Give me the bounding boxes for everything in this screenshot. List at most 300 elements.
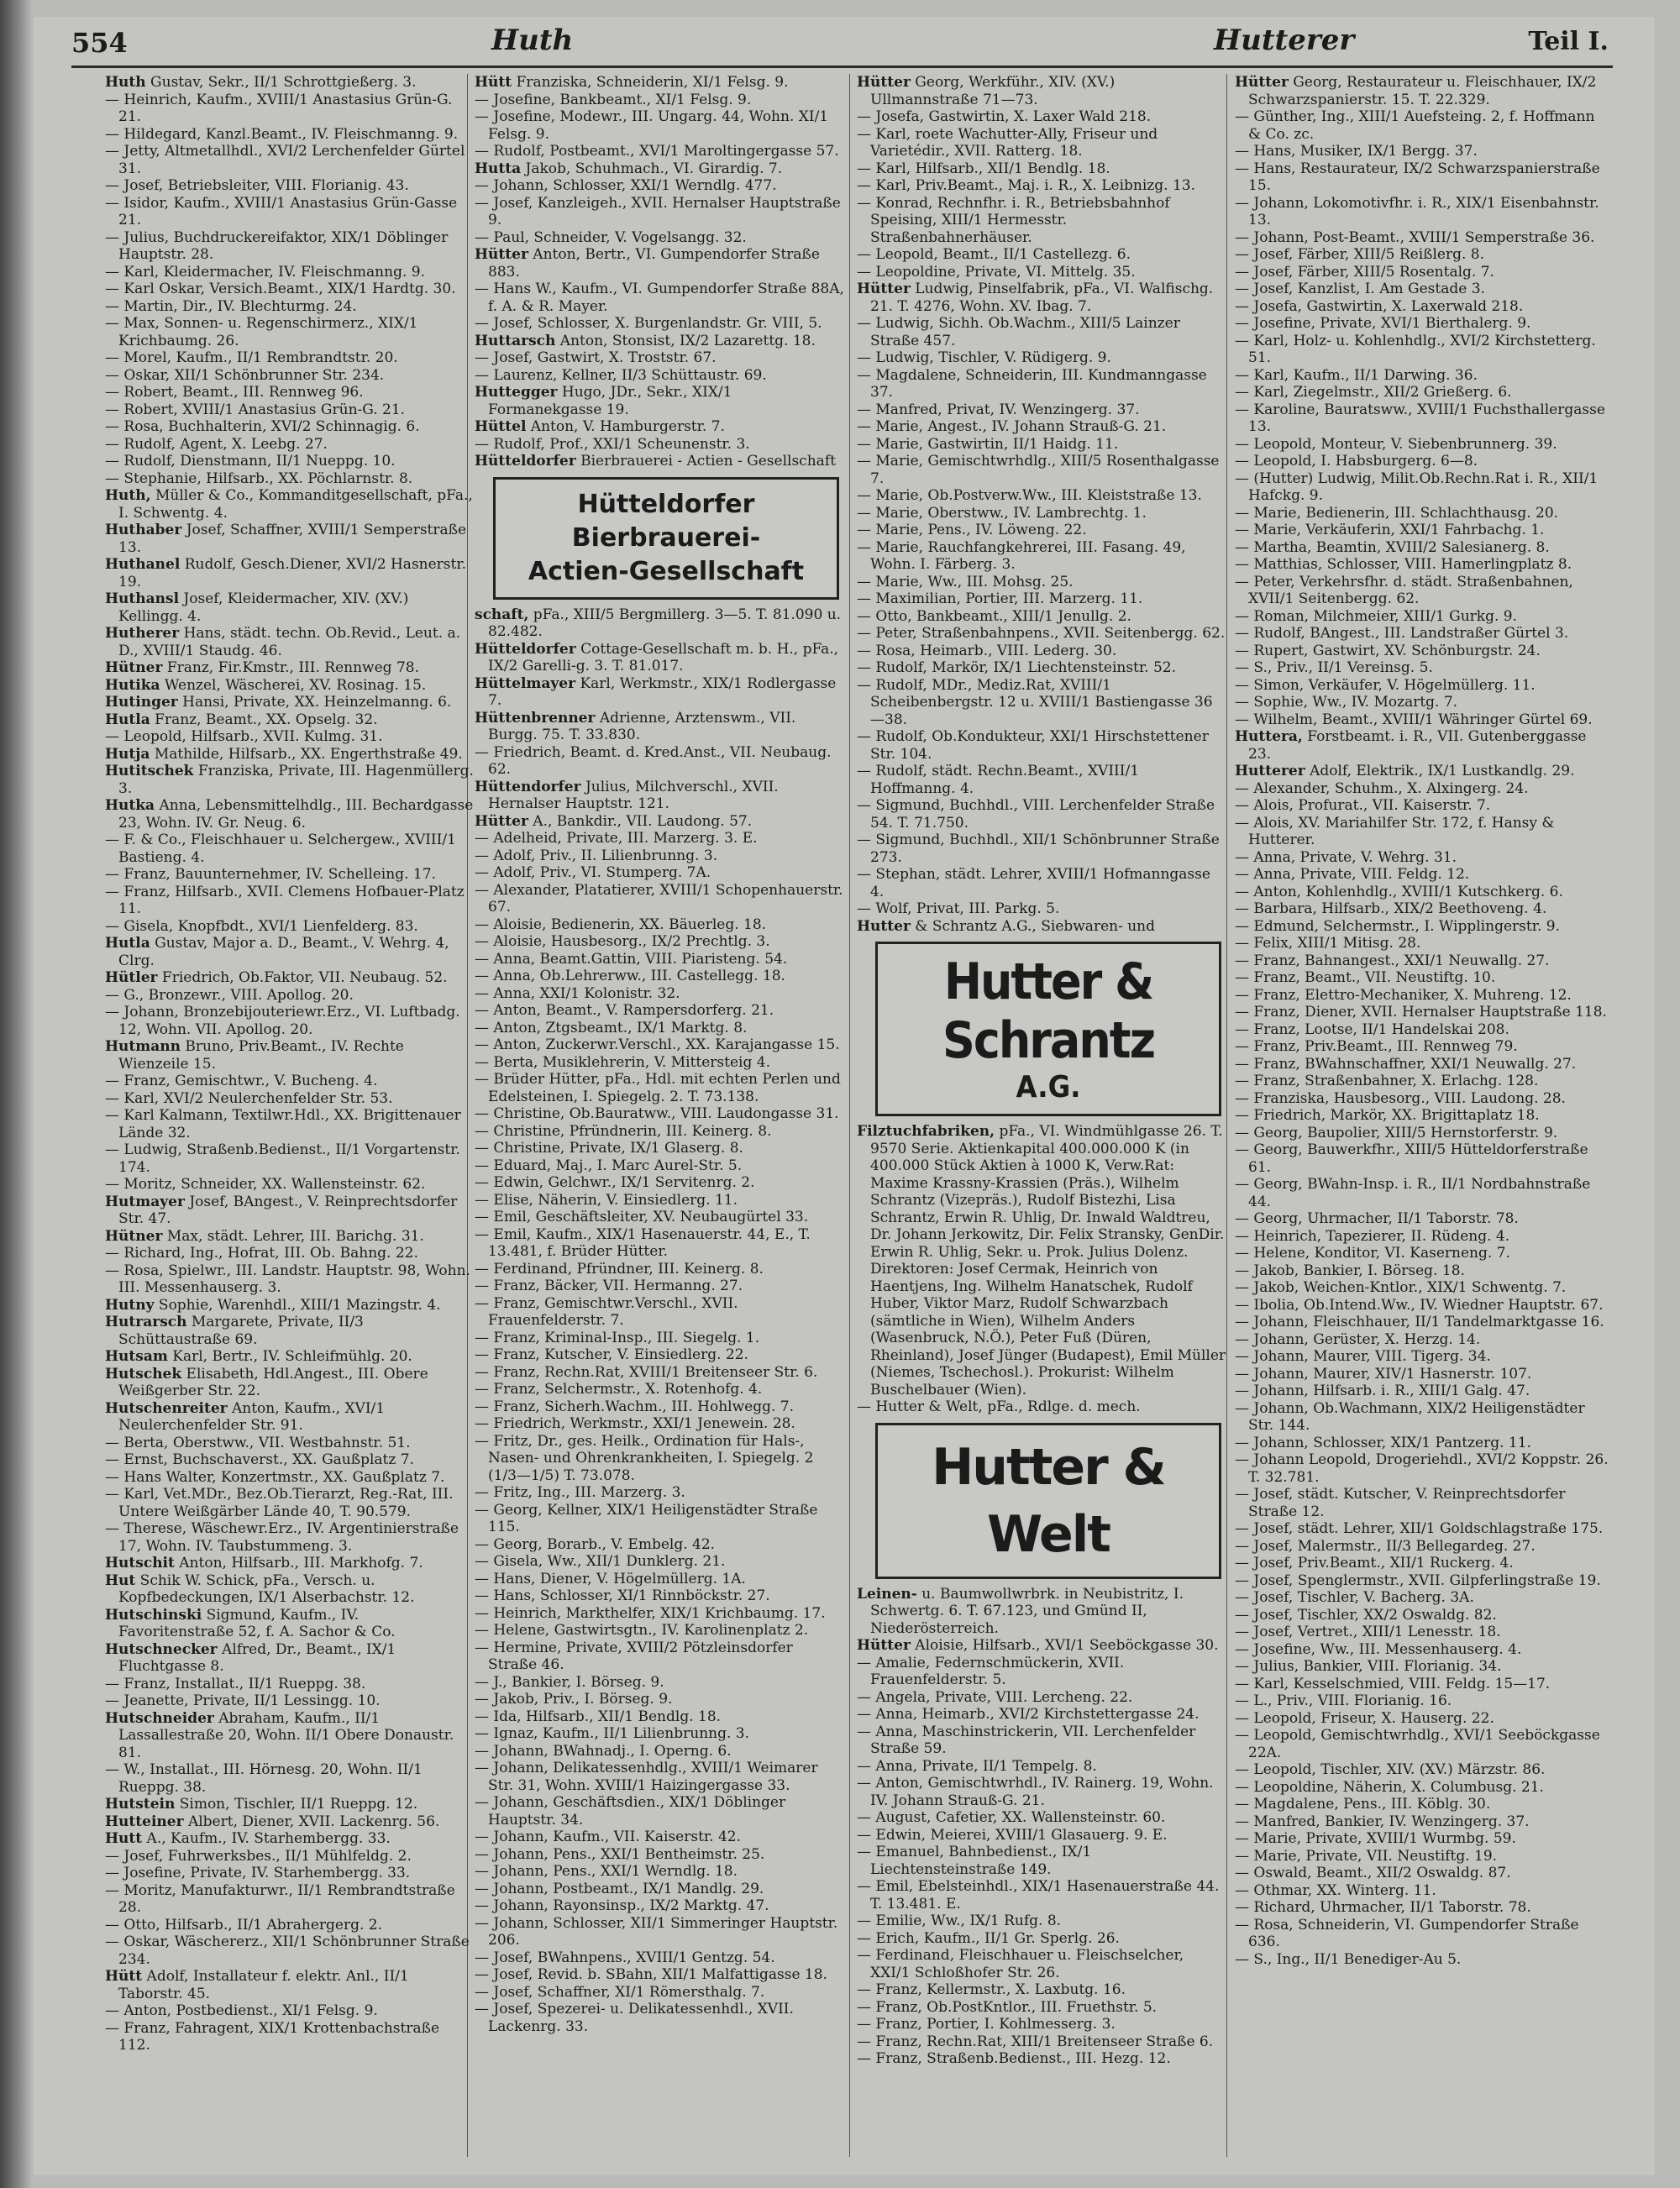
directory-entry: — Konrad, Rechnfhr. i. R., Betriebsbahnhof Speising, XIII/1 Hermesstr. Straßenbahnerhäuser. (857, 194, 1170, 246)
directory-entry: — Leopold, Monteur, V. Siebenbrunnerg. 39. (1235, 435, 1557, 453)
ad-line: A.G. (1016, 1070, 1081, 1104)
directory-entry: — Marie, Ww., III. Mohsg. 25. (857, 573, 1074, 590)
directory-entry: — Johann, Maurer, VIII. Tigerg. 34. (1235, 1348, 1491, 1365)
directory-entry: Hutmayer Josef, BAngest., V. Reinprechtsdorfer Str. 47. (105, 1193, 458, 1227)
directory-entry: — Johann, Schlosser, XXI/1 Werndlg. 477. (475, 177, 777, 194)
column-divider (849, 74, 850, 2157)
directory-entry: — Emil, Kaufm., XIX/1 Hasenauerstr. 44, E., T. 13.481, f. Brüder Hütter. (475, 1225, 811, 1260)
directory-entry: Hüttelmayer Karl, Werkmstr., XIX/1 Rodlergasse 7. (475, 674, 837, 709)
directory-entry: — S., Priv., II/1 Vereinsg. 5. (1235, 659, 1433, 676)
directory-entry: — Peter, Verkehrsfhr. d. städt. Straßenbahnen, XVII/1 Seitenbergg. 62. (1235, 573, 1573, 607)
directory-entry: — Rudolf, städt. Rechn.Beamt., XVIII/1 Hoffmanng. 4. (857, 763, 1140, 797)
directory-entry: — Josef, Färber, XIII/5 Rosentalg. 7. (1235, 263, 1494, 281)
directory-entry: — Emil, Ebelsteinhdl., XIX/1 Hasenauerstraße 44. T. 13.481. E. (857, 1878, 1220, 1913)
directory-entry: — Marie, Ob.Postverw.Ww., III. Kleiststraße 13. (857, 487, 1202, 504)
directory-entry: — Leopold, Tischler, XIV. (XV.) Märzstr. 86. (1235, 1761, 1546, 1778)
directory-entry: — Josef, Schaffner, XI/1 Römersthalg. 7. (475, 1983, 765, 2001)
directory-entry: — Johann, Schlosser, XII/1 Simmeringer Hauptstr. 206. (475, 1914, 838, 1949)
directory-entry: — Isidor, Kaufm., XVIII/1 Anastasius Grün-Gasse 21. (105, 194, 458, 228)
directory-entry: — Hans, Restaurateur, IX/2 Schwarzspanierstraße 15. (1235, 160, 1600, 194)
ad-line: Actien-Gesellschaft (528, 556, 805, 586)
directory-entry: — Richard, Uhrmacher, II/1 Taborstr. 78. (1235, 1899, 1531, 1916)
directory-entry: Hütter A., Bankdir., VII. Laudong. 57. (475, 812, 753, 830)
directory-entry: — Georg, Baupolier, XIII/5 Hernstorferstr. 9. (1235, 1124, 1558, 1141)
directory-entry: Huttera, Forstbeamt. i. R., VII. Gutenberggasse 23. (1235, 728, 1587, 763)
directory-entry: — Franz, Kutscher, V. Einsiedlerg. 22. (475, 1346, 748, 1363)
directory-entry: — Johann, Lokomotivfhr. i. R., XIX/1 Eisenbahnstr. 13. (1235, 194, 1599, 228)
directory-entry: — Christine, Private, IX/1 Glaserg. 8. (475, 1140, 743, 1157)
directory-entry: — Morel, Kaufm., II/1 Rembrandtstr. 20. (105, 349, 398, 366)
directory-entry: — Friedrich, Werkmstr., XXI/1 Jenewein. 28. (475, 1415, 795, 1432)
directory-entry: — Therese, Wäschewr.Erz., IV. Argentinierstraße 17, Wohn. IV. Taubstummeng. 3. (105, 1520, 459, 1555)
column-2 (475, 74, 844, 2157)
directory-entry: — Helene, Konditor, VI. Kaserneng. 7. (1235, 1245, 1510, 1262)
directory-entry: — Rupert, Gastwirt, XV. Schönburgstr. 24. (1235, 642, 1541, 659)
directory-entry: — Josef, BWahnpens., XVIII/1 Gentzg. 54. (475, 1949, 775, 1966)
directory-entry: — Josef, Fuhrwerksbes., II/1 Mühlfeldg. 2. (105, 1847, 412, 1865)
directory-entry: — Franz, Ob.PostKntlor., III. Fruethstr. 5. (857, 1998, 1158, 2016)
directory-entry: — Josefine, Modewr., III. Ungarg. 44, Wohn. XI/1 Felsg. 9. (475, 108, 829, 143)
directory-entry: — Anton, Ztgsbeamt., IX/1 Marktg. 8. (475, 1019, 748, 1036)
column-1 (105, 74, 475, 2157)
directory-entry: — Anton, Kohlenhdlg., XVIII/1 Kutschkerg. 6. (1235, 883, 1563, 900)
directory-entry: Hutschinski Sigmund, Kaufm., IV. Favoritenstraße 52, f. A. Sachor & Co. (105, 1606, 396, 1640)
directory-entry: — Julius, Bankier, VIII. Florianig. 34. (1235, 1658, 1502, 1675)
directory-entry: — Christine, Ob.Bauratww., VIII. Laudongasse 31. (475, 1105, 839, 1122)
part-label: Teil I. (1528, 27, 1609, 56)
directory-entry: — Marie, Private, VII. Neustiftg. 19. (1235, 1847, 1498, 1865)
directory-entry: — Franz, Gemischtwr., V. Bucheng. 4. (105, 1073, 378, 1089)
directory-entry: Hütt Franziska, Schneiderin, XI/1 Felsg. 9. (475, 74, 789, 91)
directory-entry: — Karl, Holz- u. Kohlenhdlg., XVI/2 Kirchstetterg. 51. (1235, 332, 1596, 366)
directory-entry: — Karl, Priv.Beamt., Maj. i. R., X. Leibnizg. 13. (857, 177, 1195, 194)
column-4 (1235, 74, 1609, 2157)
directory-entry: — Franz, Installat., II/1 Rueppg. 38. (105, 1675, 366, 1692)
directory-entry: Hutka Anna, Lebensmittelhdlg., III. Bechardgasse 23, Wohn. IV. Gr. Neug. 6. (105, 797, 474, 832)
directory-entry: Hutta Jakob, Schuhmach., VI. Girardig. 7. (475, 160, 783, 177)
directory-entry: — Johann, Fleischhauer, II/1 Tandelmarktgasse 16. (1235, 1314, 1604, 1330)
directory-entry: — Edwin, Meierei, XVIII/1 Glasauerg. 9. E. (857, 1826, 1168, 1844)
directory-entry: — Johann, Post-Beamt., XVIII/1 Semperstraße 36. (1235, 228, 1595, 246)
directory-entry: — Rosa, Schneiderin, VI. Gumpendorfer Straße 636. (1235, 1916, 1579, 1950)
directory-entry: — Anna, Private, V. Wehrg. 31. (1235, 848, 1457, 866)
directory-entry: Hütter Ludwig, Pinselfabrik, pFa., VI. Walfischg. 21. T. 4276, Wohn. XV. Ibag. 7. (857, 281, 1214, 315)
directory-entry: — Stephan, städt. Lehrer, XVIII/1 Hofmanngasse 4. (857, 866, 1210, 900)
directory-entry: — Rudolf, Prof., XXI/1 Scheunenstr. 3. (475, 435, 750, 453)
directory-entry: — Marie, Verkäuferin, XXI/1 Fahrbachg. 1. (1235, 522, 1545, 538)
directory-entry: — Josef, Malermstr., II/3 Bellegardeg. 27. (1235, 1537, 1536, 1555)
directory-entry: — Georg, Bauwerkfhr., XIII/5 Hütteldorferstraße 61. (1235, 1141, 1588, 1176)
directory-entry: — Christine, Pfründnerin, III. Keinerg. 8. (475, 1122, 772, 1140)
directory-entry: — Johann, Ob.Wachmann, XIX/2 Heiligenstädter Str. 144. (1235, 1399, 1585, 1434)
directory-entry: Hutja Mathilde, Hilfsarb., XX. Engerthstraße 49. (105, 745, 463, 763)
directory-entry: — Rudolf, MDr., Mediz.Rat, XVIII/1 Scheibenbergstr. 12 u. XVIII/1 Bastiengasse 36—38. (857, 676, 1213, 728)
directory-entry: — Franz, Rechn.Rat, XIII/1 Breitenseer Straße 6. (857, 2033, 1214, 2050)
directory-entry: — Sigmund, Buchhdl., XII/1 Schönbrunner Straße 273. (857, 832, 1220, 866)
directory-entry: — Franz, Straßenb.Bedienst., III. Hezg. 12. (857, 2050, 1171, 2067)
directory-entry: — Josef, städt. Lehrer, XII/1 Goldschlagstraße 175. (1235, 1520, 1604, 1537)
directory-entry: Hutteiner Albert, Diener, XVII. Lackenrg. 56. (105, 1813, 440, 1830)
directory-entry: — Johann, Bronzebijouteriewr.Erz., VI. Luftbadg. 12, Wohn. VII. Apollog. 20. (105, 1004, 460, 1038)
directory-entry: — Heinrich, Markthelfer, XIX/1 Krichbaumg. 17. (475, 1604, 826, 1622)
directory-entry: — Karl, roete Wachutter-Ally, Friseur und Varietédir., XVII. Ratterg. 18. (857, 125, 1158, 160)
directory-entry: — Berta, Oberstww., VII. Westbahnstr. 51. (105, 1434, 411, 1451)
directory-entry: — Alexander, Platatierer, XVIII/1 Schopenhauerstr. 67. (475, 881, 843, 916)
directory-entry: — Anton, Gemischtwrhdl., IV. Rainerg. 19, Wohn. IV. Johann Strauß-G. 21. (857, 1775, 1214, 1809)
directory-entry: — Franz, Gemischtwr.Verschl., XVII. Frauenfelderstr. 7. (475, 1294, 738, 1329)
directory-entry: — Paul, Schneider, V. Vogelsangg. 32. (475, 228, 747, 246)
directory-entry: — Magdalene, Schneiderin, III. Kundmanngasse 37. (857, 366, 1207, 401)
directory-entry: Huthansl Josef, Kleidermacher, XIV. (XV.) Kellingg. 4. (105, 590, 409, 625)
directory-entry: — Laurenz, Kellner, II/3 Schüttaustr. 69. (475, 366, 767, 384)
advertisement-huetteldorfer-bierbrauerei (493, 477, 839, 600)
directory-entry: — Rosa, Buchhalterin, XVI/2 Schinnagig. 6. (105, 418, 420, 435)
directory-entry: Hutla Franz, Beamt., XX. Opselg. 32. (105, 711, 378, 728)
directory-entry: — Ignaz, Kaufm., II/1 Lilienbrunng. 3. (475, 1725, 750, 1742)
directory-entry: — Adolf, Priv., II. Lilienbrunng. 3. (475, 847, 718, 864)
directory-entry: — Marie, Gastwirtin, II/1 Haidg. 11. (857, 435, 1119, 453)
directory-entry: — Franz, Rechn.Rat, XVIII/1 Breitenseer Str. 6. (475, 1363, 818, 1381)
directory-entry: Hutt A., Kaufm., IV. Starhembergg. 33. (105, 1830, 391, 1847)
directory-entry: — Anton, Postbedienst., XI/1 Felsg. 9. (105, 2002, 378, 2019)
directory-entry: — Ferdinand, Pfründner, III. Keinerg. 8. (475, 1260, 764, 1278)
directory-entry: — Ludwig, Sichh. Ob.Wachm., XIII/5 Lainzer Straße 457. (857, 315, 1180, 349)
directory-entry: Hutschnecker Alfred, Dr., Beamt., IX/1 Fluchtgasse 8. (105, 1640, 396, 1675)
directory-entry: — Edmund, Selchermstr., I. Wipplingerstr. 9. (1235, 917, 1560, 935)
directory-entry: — Hermine, Private, XVIII/2 Pötzleinsdorfer Straße 46. (475, 1639, 793, 1673)
directory-entry: — Josef, Spenglermstr., XVII. Gilpferlingstraße 19. (1235, 1571, 1601, 1589)
directory-entry: Hütner Max, städt. Lehrer, III. Barichg. 31. (105, 1227, 424, 1245)
directory-entry: Hutter & Schrantz A.G., Siebwaren- und (857, 917, 1156, 935)
directory-entry: — Franz, Bäcker, VII. Hermanng. 27. (475, 1278, 743, 1294)
directory-entry: Hutmann Bruno, Priv.Beamt., IV. Rechte Wienzeile 15. (105, 1038, 404, 1073)
directory-entry: — Karl, Hilfsarb., XII/1 Bendlg. 18. (857, 160, 1110, 177)
directory-entry: — Anna, Ob.Lehrerww., III. Castellegg. 18. (475, 968, 785, 984)
directory-entry: — Moritz, Schneider, XX. Wallensteinstr. 62. (105, 1176, 426, 1193)
directory-entry: — Johann, Gerüster, X. Herzg. 14. (1235, 1330, 1481, 1348)
directory-entry: — Hildegard, Kanzl.Beamt., IV. Fleischmanng. 9. (105, 125, 459, 143)
directory-entry: — Oskar, Wäschererz., XII/1 Schönbrunner Straße 234. (105, 1934, 470, 1968)
directory-entry: — Johann, Pens., XXI/1 Bentheimstr. 25. (475, 1845, 765, 1863)
directory-entry: — Johann, Geschäftsdien., XIX/1 Döblinger Hauptstr. 34. (475, 1794, 786, 1829)
directory-entry: — Heinrich, Tapezierer, II. Rüdeng. 4. (1235, 1227, 1510, 1245)
directory-entry: — Aloisie, Hausbesorg., IX/2 Prechtlg. 3. (475, 933, 770, 950)
directory-entry: — Ferdinand, Fleischhauer u. Fleischselcher, XXI/1 Schloßhofer Str. 26. (857, 1947, 1184, 1981)
directory-entry: Hütteldorfer Cottage-Gesellschaft m. b. H., pFa., IX/2 Garelli-g. 3. T. 81.017. (475, 640, 839, 674)
directory-entry: Hütner Franz, Fir.Kmstr., III. Rennweg 78. (105, 659, 419, 676)
directory-entry: — Aloisie, Bedienerin, XX. Bäuerleg. 18. (475, 916, 767, 933)
directory-entry: — (Hutter) Ludwig, Milit.Ob.Rechn.Rat i. R., XII/1 Hafckg. 9. (1235, 470, 1599, 504)
directory-entry: Huth Gustav, Sekr., II/1 Schrottgießerg. 3. (105, 74, 417, 91)
directory-entry: — Adolf, Priv., VI. Stumperg. 7A. (475, 864, 711, 881)
directory-entry: Hutherer Hans, städt. techn. Ob.Revid., Leut. a. D., XVIII/1 Staudg. 46. (105, 625, 461, 659)
directory-entry: — Marie, Pens., IV. Löweng. 22. (857, 522, 1087, 538)
directory-entry: — Emanuel, Bahnbedienst., IX/1 Liechtensteinstraße 149. (857, 1844, 1092, 1878)
advertisement-hutter-schrantz (875, 942, 1221, 1116)
directory-entry: — Johann, Maurer, XIV/1 Hasnerstr. 107. (1235, 1365, 1532, 1383)
directory-entry: — Josefine, Bankbeamt., XI/1 Felsg. 9. (475, 91, 752, 108)
directory-entry: — Emilie, Ww., IX/1 Rufg. 8. (857, 1913, 1062, 1929)
directory-entry: — Johann, Hilfsarb. i. R., XIII/1 Galg. 47. (1235, 1383, 1530, 1399)
directory-entry: — Fritz, Ing., III. Marzerg. 3. (475, 1484, 685, 1501)
directory-entry: — Friedrich, Beamt. d. Kred.Anst., VII. Neubaug. 62. (475, 743, 832, 778)
directory-entry: Hutschenreiter Anton, Kaufm., XVI/1 Neulerchenfelder Str. 91. (105, 1399, 386, 1434)
directory-entry: Hutinger Hansi, Private, XX. Heinzelmanng. 6. (105, 694, 452, 711)
directory-entry: — Adelheid, Private, III. Marzerg. 3. E. (475, 830, 758, 847)
directory-entry: — Georg, Uhrmacher, II/1 Taborstr. 78. (1235, 1210, 1519, 1227)
directory-entry: — Leopold, Friseur, X. Hauserg. 22. (1235, 1709, 1494, 1727)
ad-line: Hutter & Schrantz (942, 952, 1154, 1070)
directory-entry: Hutstein Simon, Tischler, II/1 Rueppg. 12. (105, 1796, 418, 1813)
directory-entry: Huth, Müller & Co., Kommanditgesellschaft, pFa., I. Schwentg. 4. (105, 487, 473, 522)
directory-entry: — Sigmund, Buchhdl., VIII. Lerchenfelder Straße 54. T. 71.750. (857, 797, 1215, 832)
directory-entry: Hütler Friedrich, Ob.Faktor, VII. Neubaug. 52. (105, 969, 448, 986)
directory-entry: Leinen- u. Baumwollwrbrk. in Neubistritz, I. Schwertg. 6. T. 67.123, und Gmünd II, Niederösterreich. (857, 1585, 1184, 1637)
directory-entry: — Johann, Pens., XXI/1 Werndlg. 18. (475, 1863, 738, 1880)
directory-entry: — Karl, Vet.MDr., Bez.Ob.Tierarzt, Reg.-Rat, III. Untere Weißgärber Lände 40, T. 90.579. (105, 1486, 454, 1520)
directory-entry: — Franziska, Hausbesorg., VIII. Laudong. 28. (1235, 1089, 1566, 1107)
directory-entry: — Josefa, Gastwirtin, X. Laxerwald 218. (1235, 297, 1524, 315)
directory-entry: Hutschneider Abraham, Kaufm., II/1 Lassallestraße 20, Wohn. II/1 Obere Donaustr. 81. (105, 1709, 454, 1761)
directory-entry: — Othmar, XX. Winterg. 11. (1235, 1881, 1436, 1899)
directory-entry: — Anna, Private, II/1 Tempelg. 8. (857, 1757, 1097, 1775)
directory-entry: — Franz, Selchermstr., X. Rotenhofg. 4. (475, 1381, 763, 1398)
directory-entry: Hut Schik W. Schick, pFa., Versch. u. Kopfbedeckungen, IX/1 Alserbachstr. 12. (105, 1571, 415, 1606)
directory-entry: — Leopold, Gemischtwrhdlg., XVI/1 Seeböckgasse 22A. (1235, 1727, 1600, 1761)
directory-entry: — Franz, BWahnschaffner, XXI/1 Neuwallg. 27. (1235, 1055, 1577, 1073)
directory-entry: — Jeanette, Private, II/1 Lessingg. 10. (105, 1692, 381, 1709)
directory-entry: — Marie, Gemischtwrhdlg., XIII/5 Rosenthalgasse 7. (857, 453, 1220, 487)
directory-entry: — Felix, XIII/1 Mitisg. 28. (1235, 935, 1421, 952)
directory-entry: Hutika Wenzel, Wäscherei, XV. Rosinag. 15. (105, 676, 427, 694)
directory-entry: — Josefa, Gastwirtin, X. Laxer Wald 218. (857, 108, 1152, 125)
directory-entry: — Georg, BWahn-Insp. i. R., II/1 Nordbahnstraße 44. (1235, 1176, 1591, 1210)
directory-entry: — Josef, Vertret., XIII/1 Lenesstr. 18. (1235, 1624, 1501, 1640)
directory-entry: Filztuchfabriken, pFa., VI. Windmühlgasse 26. T. 9570 Serie. Aktienkapital 400.000.000 K (in 400.000 Stück Aktien à 1000 K, Verw.Rat: Maxime Krassny-Krassien (Präs.), Wilhelm Schrantz (Vizepräs.), Rudolf Bistezhi, Lisa Schrantz, Erwin R. Uhlig, Dr. Inwald Waldtreu, Dr. Johann Jerkowitz, Dir. Felix Stransky, GenDir. Erwin R. Uhlig, Sekr. u. Prok. Julius Dolenz. Direktoren: Josef Cermak, Heinrich von Haentjens, Ing. Wilhelm Hanatschek, Rudolf Huber, Viktor Marz, Rudolf Schwarzbach (sämtliche in Wien), Wilhelm Anders (Wasenbruck, N.Ö.), Peter Fuß (Düren, Rheinland), Josef Jünger (Budapest), Emil Müller (Niemes, Tschechosl.). Prokurist: Wilhelm Buschelbauer (Wien). (857, 1123, 1226, 1398)
page-gutter-shadow (0, 0, 32, 2188)
directory-entry: — Josef, Spezerei- u. Delikatessenhdl., XVII. Lackenrg. 33. (475, 2001, 794, 2035)
directory-entry: — Anna, Heimarb., XVI/2 Kirchstettergasse 24. (857, 1706, 1200, 1723)
directory-entry: Hutschit Anton, Hilfsarb., III. Markhofg. 7. (105, 1555, 423, 1571)
directory-entry: — Josef, Revid. b. SBahn, XII/1 Malfattigasse 18. (475, 1966, 827, 1983)
left-keyword: Huth (491, 24, 574, 57)
ad-line: Hütteldorfer Bierbrauerei- (571, 489, 761, 553)
directory-entry: — Franz, Kellermstr., X. Laxbutg. 16. (857, 1981, 1126, 1998)
column-divider (1226, 74, 1227, 2157)
directory-entry: — Amalie, Federnschmückerin, XVII. Frauenfelderstr. 5. (857, 1654, 1125, 1688)
directory-entry: — Alois, XV. Mariahilfer Str. 172, f. Hansy & Hutterer. (1235, 814, 1555, 848)
directory-entry: — Rudolf, Markör, IX/1 Liechtensteinstr. 52. (857, 659, 1176, 676)
directory-entry: — Erich, Kaufm., II/1 Gr. Sperlg. 26. (857, 1929, 1120, 1947)
directory-entry: — Rudolf, Ob.Kondukteur, XXI/1 Hirschstettener Str. 104. (857, 728, 1209, 763)
directory-entry: — Leopold, Hilfsarb., XVII. Kulmg. 31. (105, 728, 383, 745)
directory-entry: — Georg, Borarb., V. Embelg. 42. (475, 1535, 716, 1553)
directory-entry: — Josef, Färber, XIII/5 Reißlerg. 8. (1235, 246, 1485, 263)
directory-entry: Hüttel Anton, V. Hamburgerstr. 7. (475, 418, 725, 435)
directory-entry: — Matthias, Schlosser, VIII. Hamerlingplatz 8. (1235, 556, 1572, 573)
directory-entry: Huttegger Hugo, JDr., Sekr., XIX/1 Formanekgasse 19. (475, 384, 732, 418)
directory-entry: — Leopold, Beamt., II/1 Castellezg. 6. (857, 246, 1131, 263)
directory-entry: — Alois, Profurat., VII. Kaiserstr. 7. (1235, 797, 1491, 814)
directory-entry: — Josef, Schlosser, X. Burgenlandstr. Gr. VIII, 5. (475, 315, 822, 332)
directory-entry: — Robert, XVIII/1 Anastasius Grün-G. 21. (105, 401, 406, 418)
directory-entry: — Martin, Dir., IV. Blechturmg. 24. (105, 297, 357, 315)
directory-entry: — Karl, Kleidermacher, IV. Fleischmanng. 9. (105, 263, 425, 281)
directory-entry: — Franz, Beamt., VII. Neustiftg. 10. (1235, 969, 1496, 986)
directory-entry: — Oswald, Beamt., XII/2 Oswaldg. 87. (1235, 1865, 1511, 1881)
directory-entry: — Franz, Priv.Beamt., III. Rennweg 79. (1235, 1038, 1518, 1055)
directory-entry: — Martha, Beamtin, XVIII/2 Salesianerg. 8. (1235, 538, 1550, 556)
directory-entry: — Johann, Rayonsinsp., IX/2 Marktg. 47. (475, 1897, 769, 1914)
directory-entry: — Ida, Hilfsarb., XII/1 Bendlg. 18. (475, 1708, 722, 1725)
directory-entry: Hütt Adolf, Installateur f. elektr. Anl., II/1 Taborstr. 45. (105, 1968, 409, 2002)
directory-entry: — Josef, Kanzleigeh., XVII. Hernalser Hauptstraße 9. (475, 194, 841, 228)
directory-entry: — Rosa, Heimarb., VIII. Lederg. 30. (857, 642, 1117, 659)
directory-entry: — Moritz, Manufakturwr., II/1 Rembrandtstraße 28. (105, 1881, 455, 1916)
directory-entry: — Manfred, Privat, IV. Wenzingerg. 37. (857, 401, 1140, 418)
directory-entry: — Johann, Postbeamt., IX/1 Mandlg. 29. (475, 1880, 764, 1897)
directory-entry: — Sophie, Ww., IV. Mozartg. 7. (1235, 694, 1458, 711)
page-header (71, 24, 1613, 68)
directory-entry: Hutterer Adolf, Elektrik., IX/1 Lustkandlg. 29. (1235, 763, 1575, 779)
directory-entry: — F. & Co., Fleischhauer u. Selchergew., XVIII/1 Bastieng. 4. (105, 832, 456, 866)
directory-entry: — Jetty, Altmetallhdl., XVI/2 Lerchenfelder Gürtel 31. (105, 143, 465, 177)
directory-entry: — Marie, Private, XVIII/1 Wurmbg. 59. (1235, 1830, 1516, 1847)
directory-entry: Huthaber Josef, Schaffner, XVIII/1 Semperstraße 13. (105, 522, 467, 556)
directory-entry: — Gisela, Ww., XII/1 Dunklerg. 21. (475, 1553, 726, 1570)
directory-entry: — Eduard, Maj., I. Marc Aurel-Str. 5. (475, 1157, 743, 1174)
directory-entry: — Jakob, Bankier, I. Börseg. 18. (1235, 1262, 1465, 1279)
directory-entry: — L., Priv., VIII. Florianig. 16. (1235, 1692, 1452, 1709)
directory-entry: — Peter, Straßenbahnpens., XVII. Seitenbergg. 62. (857, 625, 1226, 642)
directory-entry: schaft, pFa., XIII/5 Bergmillerg. 3—5. T. 81.090 u. 82.482. (475, 606, 842, 640)
directory-entry: Huttarsch Anton, Stonsist, IX/2 Lazarettg. 18. (475, 332, 816, 349)
directory-entry: — Rosa, Spielwr., III. Landstr. Hauptstr. 98, Wohn. III. Messenhauserg. 3. (105, 1262, 470, 1296)
directory-entry: — Johann, Kaufm., VII. Kaiserstr. 42. (475, 1829, 742, 1845)
directory-entry: — Hans, Schlosser, XI/1 Rinnböckstr. 27. (475, 1587, 770, 1604)
directory-entry: — Anna, Beamt.Gattin, VIII. Piaristeng. 54. (475, 950, 788, 968)
directory-entry: Hütter Georg, Restaurateur u. Fleischhauer, IX/2 Schwarzspanierstr. 15. T. 22.329. (1235, 74, 1597, 108)
ad-line: Hutter & Welt (932, 1437, 1165, 1564)
directory-entry: — Oskar, XII/1 Schönbrunner Str. 234. (105, 366, 385, 384)
directory-entry: — Friedrich, Markör, XX. Brigittaplatz 18. (1235, 1107, 1540, 1124)
directory-entry: — Josefine, Private, XVI/1 Bierthalerg. 9. (1235, 315, 1531, 332)
directory-entry: — Karl Oskar, Versich.Beamt., XIX/1 Hardtg. 30. (105, 281, 456, 297)
directory-entry: — Ludwig, Tischler, V. Rüdigerg. 9. (857, 349, 1111, 366)
directory-entry: — Anton, Beamt., V. Rampersdorferg. 21. (475, 1002, 774, 1019)
directory-entry: — Leopoldine, Private, VI. Mittelg. 35. (857, 263, 1136, 281)
directory-entry: — Jakob, Weichen-Kntlor., XIX/1 Schwentg. 7. (1235, 1279, 1567, 1296)
directory-entry: — Robert, Beamt., III. Rennweg 96. (105, 384, 364, 401)
directory-entry: — Brüder Hütter, pFa., Hdl. mit echten Perlen und Edelsteinen, I. Spiegelg. 2. T. 73.138. (475, 1071, 841, 1105)
directory-entry: — W., Installat., III. Hörnesg. 20, Wohn. II/1 Rueppg. 38. (105, 1761, 423, 1796)
directory-entry: Hütter Anton, Bertr., VI. Gumpendorfer Straße 883. (475, 246, 820, 281)
directory-entry: — Otto, Bankbeamt., XIII/1 Jenullg. 2. (857, 607, 1131, 625)
directory-entry: — Franz, Kriminal-Insp., III. Siegelg. 1. (475, 1329, 760, 1346)
directory-entry: — Hans W., Kaufm., VI. Gumpendorfer Straße 88A, f. A. & R. Mayer. (475, 281, 844, 315)
directory-entry: — Angela, Private, VIII. Lercheng. 22. (857, 1688, 1133, 1706)
directory-entry: — Karoline, Bauratsww., XVIII/1 Fuchsthallergasse 13. (1235, 401, 1605, 435)
directory-entry: Hütter Georg, Werkführ., XIV. (XV.) Ullmannstraße 71—73. (857, 74, 1116, 108)
directory-entry: — Karl, XVI/2 Neulerchenfelder Str. 53. (105, 1089, 393, 1107)
directory-entry: — Hans, Diener, V. Högelmüllerg. 1A. (475, 1570, 746, 1587)
directory-entry: — Karl, Kesselschmied, VIII. Feldg. 15—17. (1235, 1675, 1551, 1692)
directory-entry: — Otto, Hilfsarb., II/1 Abrahergerg. 2. (105, 1916, 383, 1934)
directory-entry: Hutla Gustav, Major a. D., Beamt., V. Wehrg. 4, Clrg. (105, 935, 449, 969)
directory-entry: Hütteldorfer Bierbrauerei - Actien - Gesellschaft (475, 453, 836, 470)
directory-entry: — Maximilian, Portier, III. Marzerg. 11. (857, 590, 1143, 607)
directory-entry: — Edwin, Gelchwr., IX/1 Servitenrg. 2. (475, 1174, 755, 1191)
directory-entry: — Marie, Oberstww., IV. Lambrechtg. 1. (857, 504, 1147, 522)
directory-entry: — Helene, Gastwirtsgtn., IV. Karolinenplatz 2. (475, 1622, 809, 1639)
directory-entry: — Franz, Bahnangest., XXI/1 Neuwallg. 27. (1235, 952, 1550, 969)
directory-entry: — Alexander, Schuhm., X. Alxingerg. 24. (1235, 779, 1529, 797)
column-3 (857, 74, 1226, 2157)
directory-entry: — Leopold, I. Habsburgerg. 6—8. (1235, 453, 1478, 470)
directory-entry: — Franz, Straßenbahner, X. Erlachg. 128. (1235, 1073, 1539, 1089)
directory-entry: — Julius, Buchdruckereifaktor, XIX/1 Döblinger Hauptstr. 28. (105, 228, 449, 263)
directory-entry: — Josefine, Ww., III. Messenhauserg. 4. (1235, 1640, 1522, 1658)
directory-entry: — Franz, Portier, I. Kohlmesserg. 3. (857, 2016, 1116, 2033)
directory-entry: — Johann, BWahnadj., I. Operng. 6. (475, 1742, 732, 1760)
directory-entry: — Karl Kalmann, Textilwr.Hdl., XX. Brigittenauer Lände 32. (105, 1107, 461, 1141)
directory-entry: — Berta, Musiklehrerin, V. Mittersteig 4. (475, 1053, 770, 1071)
directory-entry: — Josefine, Private, IV. Starhembergg. 33. (105, 1865, 411, 1881)
directory-entry: Hüttendorfer Julius, Milchverschl., XVII. Hernalser Hauptstr. 121. (475, 778, 779, 812)
directory-entry: Huthanel Rudolf, Gesch.Diener, XVI/2 Hasnerstr. 19. (105, 556, 467, 590)
directory-entry: — Josef, Gastwirt, X. Troststr. 67. (475, 349, 717, 366)
directory-entry: — Marie, Bedienerin, III. Schlachthausg. 20. (1235, 504, 1559, 522)
directory-entry: — Franz, Bauunternehmer, IV. Schelleing. 17. (105, 866, 436, 883)
directory-entry: — Josef, Priv.Beamt., XII/1 Ruckerg. 4. (1235, 1555, 1514, 1571)
directory-entry: — Roman, Milchmeier, XIII/1 Gurkg. 9. (1235, 607, 1518, 625)
directory-entry: — S., Ing., II/1 Benediger-Au 5. (1235, 1950, 1462, 1968)
directory-entry: — Günther, Ing., XIII/1 Auefsteing. 2, f. Hoffmann & Co. zc. (1235, 108, 1595, 143)
directory-entry: Hutrarsch Margarete, Private, II/3 Schüttaustraße 69. (105, 1314, 364, 1348)
directory-entry: — Rudolf, Dienstmann, II/1 Nueppg. 10. (105, 453, 396, 470)
directory-entry: Hutsam Karl, Bertr., IV. Schleifmühlg. 20. (105, 1348, 412, 1365)
directory-entry: — Marie, Angest., IV. Johann Strauß-G. 21. (857, 418, 1167, 435)
directory-entry: — Johann, Delikatessenhdlg., XVIII/1 Weimarer Str. 31, Wohn. XVIII/1 Haizingergasse 33. (475, 1760, 818, 1794)
directory-entry: — Elise, Näherin, V. Einsiedlerg. 11. (475, 1191, 738, 1209)
directory-entry: — Magdalene, Pens., III. Köblg. 30. (1235, 1796, 1491, 1813)
directory-entry: — Rudolf, BAngest., III. Landstraßer Gürtel 3. (1235, 625, 1569, 642)
directory-entry: — Hutter & Welt, pFa., Rdlge. d. mech. (857, 1398, 1141, 1415)
directory-entry: — Wilhelm, Beamt., XVIII/1 Währinger Gürtel 69. (1235, 711, 1593, 728)
directory-entry: Hütter Aloisie, Hilfsarb., XVI/1 Seeböckgasse 30. (857, 1637, 1219, 1654)
directory-entry: — Franz, Elettro-Mechaniker, X. Muhreng. 12. (1235, 986, 1572, 1004)
directory-entry: — J., Bankier, I. Börseg. 9. (475, 1673, 664, 1691)
directory-entry: — Rudolf, Postbeamt., XVI/1 Maroltingergasse 57. (475, 143, 839, 160)
directory-entry: Hutny Sophie, Warenhdl., XIII/1 Mazingstr. 4. (105, 1296, 441, 1314)
directory-entry: — Franz, Diener, XVII. Hernalser Hauptstraße 118. (1235, 1004, 1607, 1021)
directory-entry: — Josef, Kanzlist, I. Am Gestade 3. (1235, 281, 1485, 297)
directory-entry: — Simon, Verkäufer, V. Högelmüllerg. 11. (1235, 676, 1536, 694)
directory-entry: — Josef, Tischler, XX/2 Oswaldg. 82. (1235, 1606, 1497, 1624)
directory-entry: — Hans, Musiker, IX/1 Bergg. 37. (1235, 143, 1478, 160)
page-number: 554 (71, 27, 128, 59)
directory-entry: — Emil, Geschäftsleiter, XV. Neubaugürtel 33. (475, 1209, 809, 1225)
directory-entry: — Gisela, Knopfbdt., XVI/1 Lienfelderg. 83. (105, 917, 418, 935)
directory-entry: — Anna, Maschinstrickerin, VII. Lerchenfelder Straße 59. (857, 1723, 1196, 1757)
directory-entry: — Heinrich, Kaufm., XVIII/1 Anastasius Grün-G. 21. (105, 91, 453, 125)
directory-entry: — Barbara, Hilfsarb., XIX/2 Beethoveng. 4. (1235, 900, 1547, 917)
directory-entry: — Johann, Schlosser, XIX/1 Pantzerg. 11. (1235, 1434, 1531, 1451)
directory-entry: — Anna, Private, VIII. Feldg. 12. (1235, 866, 1470, 883)
directory-entry: — G., Bronzewr., VIII. Apollog. 20. (105, 986, 354, 1004)
directory-entry: — August, Cafetier, XX. Wallensteinstr. 60. (857, 1809, 1166, 1826)
directory-entry: — Franz, Hilfsarb., XVII. Clemens Hofbauer-Platz 11. (105, 883, 465, 917)
